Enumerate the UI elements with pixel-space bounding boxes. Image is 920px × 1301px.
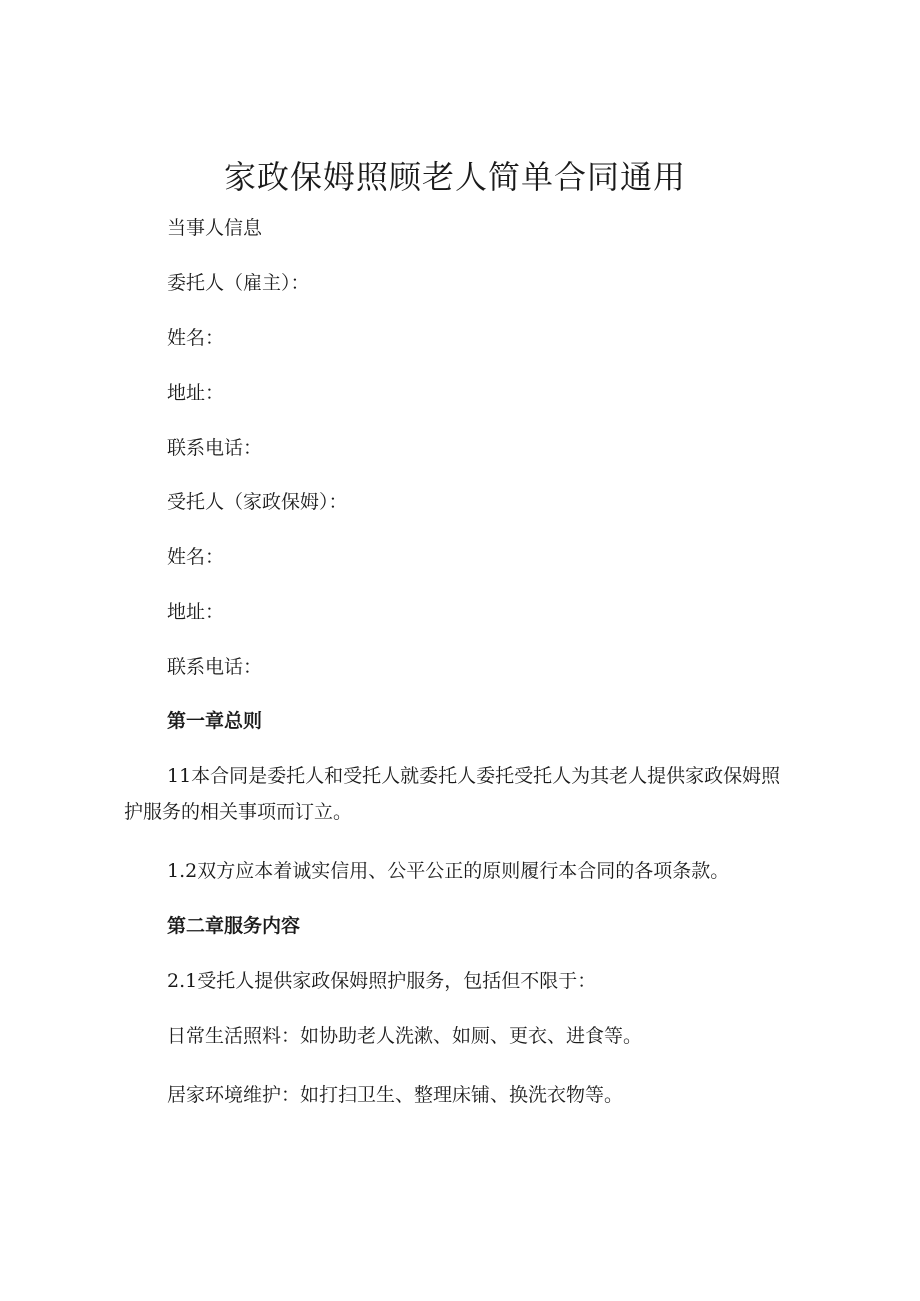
agent-phone-label: 联系电话： [167, 656, 263, 678]
clause-1-2: 1.2双方应本着诚实信用、公平公正的原则履行本合同的各项条款。 [167, 860, 730, 882]
clause-1-1: 11本合同是委托人和受托人就委托人委托受托人为其老人提供家政保姆照护服务的相关事项而订立。 [124, 765, 781, 823]
agent-name-label: 姓名： [167, 546, 225, 568]
chapter1-heading: 第一章总则 [167, 710, 263, 732]
clause-2-1: 2.1受托人提供家政保姆照护服务，包括但不限于： [167, 970, 597, 992]
service-item-daily-care: 日常生活照料：如协助老人洗漱、如厕、更衣、进食等。 [167, 1025, 643, 1047]
client-phone-label: 联系电话： [167, 437, 263, 459]
client-label: 委托人（雇主）： [167, 272, 310, 294]
agent-label: 受托人（家政保姆）： [167, 491, 348, 513]
client-name-label: 姓名： [167, 327, 225, 349]
document-title: 家政保姆照顾老人简单合同通用 [223, 158, 686, 196]
service-item-home-care: 居家环境维护：如打扫卫生、整理床铺、换洗衣物等。 [167, 1084, 624, 1106]
chapter2-heading: 第二章服务内容 [167, 915, 301, 937]
agent-address-label: 地址： [167, 601, 225, 623]
parties-section-label: 当事人信息 [167, 217, 263, 239]
client-address-label: 地址： [167, 382, 225, 404]
